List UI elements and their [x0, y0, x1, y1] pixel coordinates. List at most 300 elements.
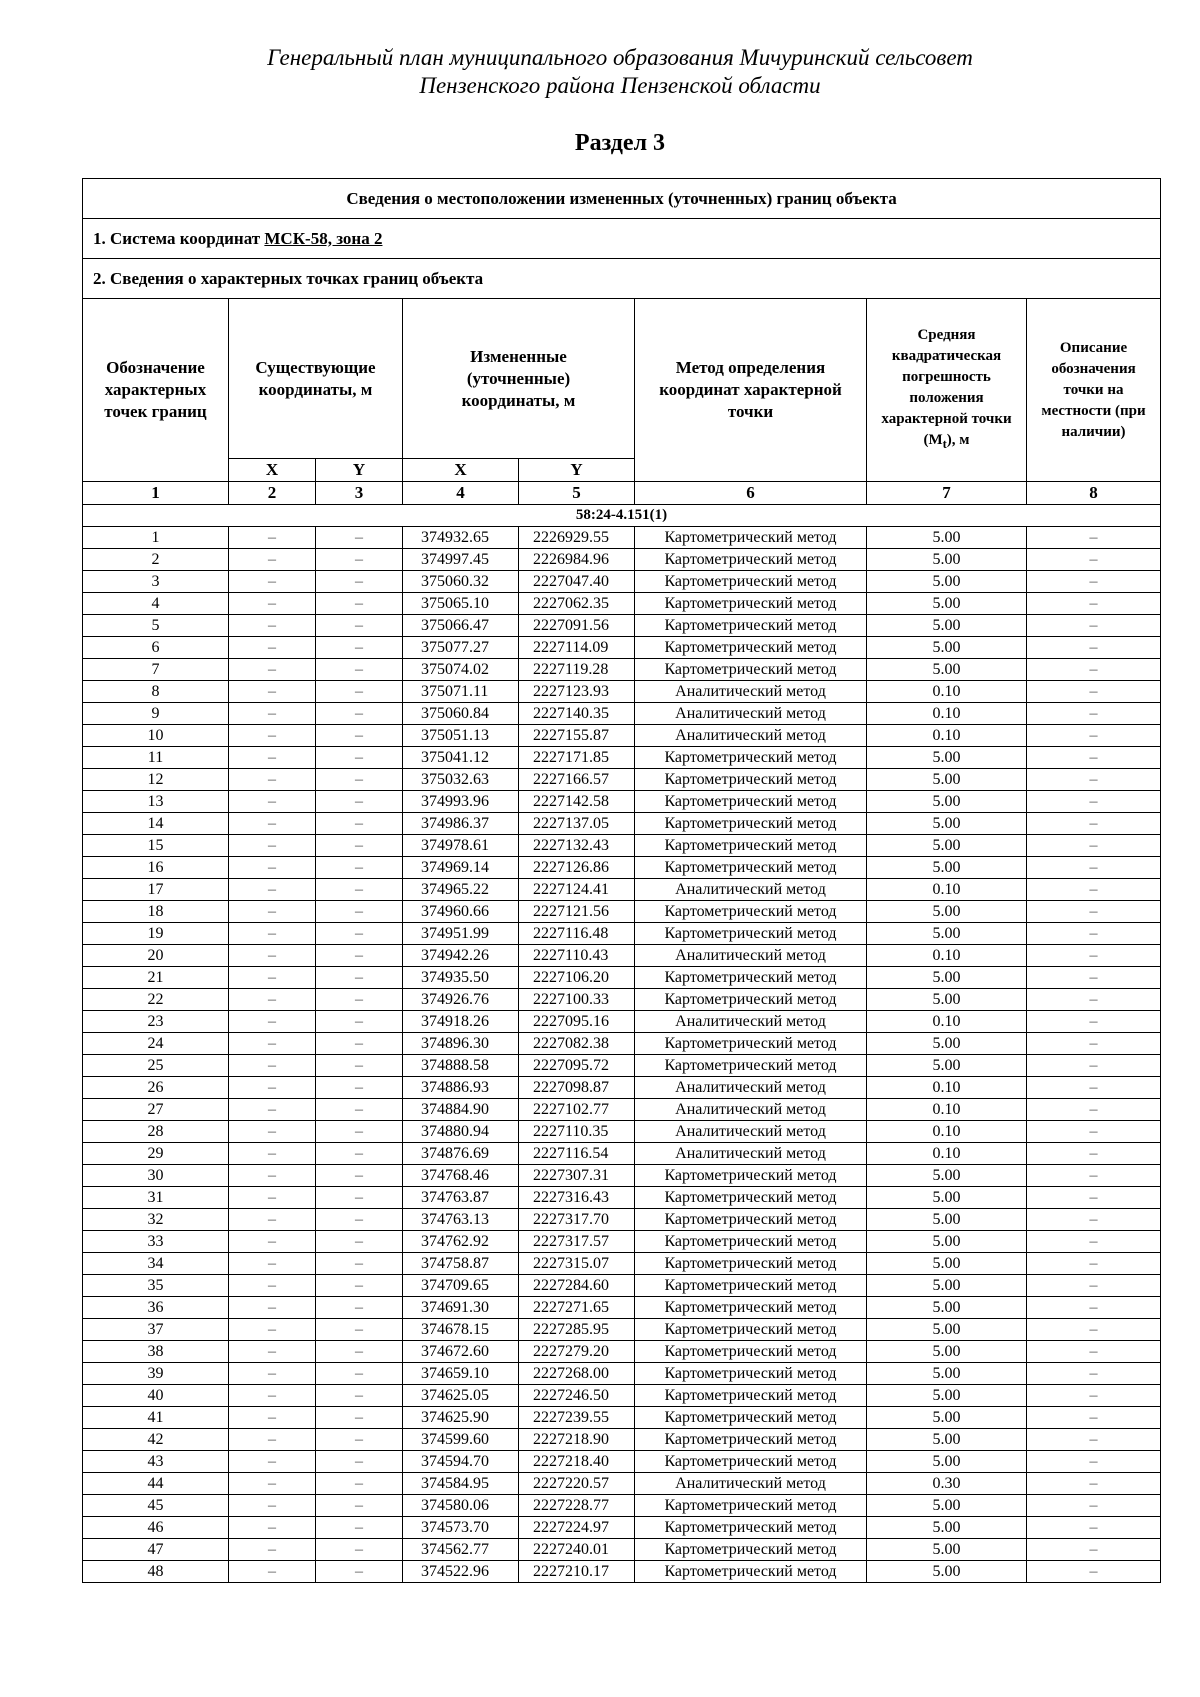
- table-row: [83, 945, 1161, 967]
- changed-x: 374763.87: [403, 1187, 519, 1209]
- changed-y: 2227095.16: [519, 1011, 635, 1033]
- error-value: 0.10: [867, 945, 1027, 967]
- existing-x: –: [229, 967, 316, 989]
- description: –: [1027, 967, 1161, 989]
- method: Картометрический метод: [635, 1385, 867, 1407]
- column-number: 2: [229, 482, 316, 505]
- column-number: 4: [403, 482, 519, 505]
- table-row: [83, 1231, 1161, 1253]
- table-row: [83, 1429, 1161, 1451]
- method: Картометрический метод: [635, 527, 867, 549]
- changed-y: 2227317.70: [519, 1209, 635, 1231]
- column-number: 7: [867, 482, 1027, 505]
- table-row: [83, 681, 1161, 703]
- error-value: 5.00: [867, 1253, 1027, 1275]
- changed-x: 374625.90: [403, 1407, 519, 1429]
- changed-y: 2227114.09: [519, 637, 635, 659]
- method: Картометрический метод: [635, 1561, 867, 1583]
- changed-x: 375074.02: [403, 659, 519, 681]
- description: –: [1027, 1165, 1161, 1187]
- description: –: [1027, 989, 1161, 1011]
- existing-x: –: [229, 1231, 316, 1253]
- description: –: [1027, 659, 1161, 681]
- error-value: 5.00: [867, 813, 1027, 835]
- error-value: 5.00: [867, 1055, 1027, 1077]
- point-number: 31: [83, 1187, 229, 1209]
- header-error-sub: t: [942, 437, 947, 451]
- method: Картометрический метод: [635, 989, 867, 1011]
- changed-y: 2227279.20: [519, 1341, 635, 1363]
- existing-x: –: [229, 1495, 316, 1517]
- existing-y: –: [316, 989, 403, 1011]
- method: Картометрический метод: [635, 1539, 867, 1561]
- point-number: 13: [83, 791, 229, 813]
- point-number: 11: [83, 747, 229, 769]
- existing-x: –: [229, 1451, 316, 1473]
- existing-y: –: [316, 901, 403, 923]
- changed-y: 2227132.43: [519, 835, 635, 857]
- error-value: 5.00: [867, 1451, 1027, 1473]
- point-number: 17: [83, 879, 229, 901]
- description: –: [1027, 945, 1161, 967]
- changed-y: 2227126.86: [519, 857, 635, 879]
- error-value: 5.00: [867, 769, 1027, 791]
- method: Аналитический метод: [635, 1099, 867, 1121]
- changed-y: 2227100.33: [519, 989, 635, 1011]
- description: –: [1027, 1121, 1161, 1143]
- changed-y: 2226984.96: [519, 549, 635, 571]
- description: –: [1027, 1407, 1161, 1429]
- description: –: [1027, 527, 1161, 549]
- method: Картометрический метод: [635, 901, 867, 923]
- changed-y: 2227210.17: [519, 1561, 635, 1583]
- existing-x: –: [229, 813, 316, 835]
- point-number: 40: [83, 1385, 229, 1407]
- changed-y: 2227246.50: [519, 1385, 635, 1407]
- point-number: 26: [83, 1077, 229, 1099]
- table-row: [83, 1143, 1161, 1165]
- error-value: 5.00: [867, 615, 1027, 637]
- table-row: [83, 1451, 1161, 1473]
- column-number: 1: [83, 482, 229, 505]
- existing-y: –: [316, 725, 403, 747]
- existing-x: –: [229, 593, 316, 615]
- existing-y: –: [316, 1187, 403, 1209]
- description: –: [1027, 1363, 1161, 1385]
- column-number: 6: [635, 482, 867, 505]
- description: –: [1027, 1473, 1161, 1495]
- method: Картометрический метод: [635, 1407, 867, 1429]
- changed-x: 374986.37: [403, 813, 519, 835]
- description: –: [1027, 1275, 1161, 1297]
- table-row: [83, 879, 1161, 901]
- error-value: 0.10: [867, 725, 1027, 747]
- changed-y: 2227142.58: [519, 791, 635, 813]
- coord-system-value: МСК-58, зона 2: [264, 228, 383, 248]
- existing-x: –: [229, 1517, 316, 1539]
- changed-x: 374978.61: [403, 835, 519, 857]
- changed-y: 2227137.05: [519, 813, 635, 835]
- existing-x: –: [229, 703, 316, 725]
- changed-x: 374672.60: [403, 1341, 519, 1363]
- header-changed-y: Y: [519, 459, 635, 482]
- method: Аналитический метод: [635, 1011, 867, 1033]
- point-number: 36: [83, 1297, 229, 1319]
- existing-x: –: [229, 945, 316, 967]
- existing-x: –: [229, 1011, 316, 1033]
- method: Картометрический метод: [635, 813, 867, 835]
- changed-x: 374918.26: [403, 1011, 519, 1033]
- existing-x: –: [229, 989, 316, 1011]
- changed-y: 2227271.65: [519, 1297, 635, 1319]
- table-row: [83, 1407, 1161, 1429]
- error-value: 5.00: [867, 1429, 1027, 1451]
- changed-x: 375065.10: [403, 593, 519, 615]
- table-row: [83, 549, 1161, 571]
- existing-y: –: [316, 1451, 403, 1473]
- point-number: 7: [83, 659, 229, 681]
- table-row: [83, 571, 1161, 593]
- existing-x: –: [229, 747, 316, 769]
- point-number: 30: [83, 1165, 229, 1187]
- error-value: 5.00: [867, 1033, 1027, 1055]
- point-number: 19: [83, 923, 229, 945]
- table-row: [83, 1099, 1161, 1121]
- changed-x: 374969.14: [403, 857, 519, 879]
- coord-system-label: 1. Система координат: [93, 228, 265, 248]
- changed-x: 374768.46: [403, 1165, 519, 1187]
- existing-x: –: [229, 901, 316, 923]
- point-number: 37: [83, 1319, 229, 1341]
- changed-y: 2227218.40: [519, 1451, 635, 1473]
- changed-x: 374965.22: [403, 879, 519, 901]
- header-changed: Измененные (уточненные) координаты, м: [403, 299, 635, 459]
- table-row: [83, 1275, 1161, 1297]
- existing-x: –: [229, 1363, 316, 1385]
- error-value: 5.00: [867, 835, 1027, 857]
- error-value: 5.00: [867, 1319, 1027, 1341]
- changed-y: 2227155.87: [519, 725, 635, 747]
- changed-x: 374599.60: [403, 1429, 519, 1451]
- method: Аналитический метод: [635, 879, 867, 901]
- changed-y: 2227124.41: [519, 879, 635, 901]
- existing-y: –: [316, 681, 403, 703]
- point-number: 39: [83, 1363, 229, 1385]
- error-value: 5.00: [867, 1407, 1027, 1429]
- header-changed-x: X: [403, 459, 519, 482]
- error-value: 5.00: [867, 857, 1027, 879]
- error-value: 5.00: [867, 747, 1027, 769]
- changed-y: 2227317.57: [519, 1231, 635, 1253]
- existing-y: –: [316, 1121, 403, 1143]
- changed-x: 374951.99: [403, 923, 519, 945]
- changed-y: 2227268.00: [519, 1363, 635, 1385]
- description: –: [1027, 1297, 1161, 1319]
- changed-x: 375066.47: [403, 615, 519, 637]
- description: –: [1027, 1231, 1161, 1253]
- existing-x: –: [229, 527, 316, 549]
- changed-y: 2227047.40: [519, 571, 635, 593]
- changed-x: 374562.77: [403, 1539, 519, 1561]
- existing-x: –: [229, 1319, 316, 1341]
- point-number: 35: [83, 1275, 229, 1297]
- existing-y: –: [316, 1363, 403, 1385]
- point-number: 3: [83, 571, 229, 593]
- description: –: [1027, 703, 1161, 725]
- changed-x: 374691.30: [403, 1297, 519, 1319]
- existing-y: –: [316, 1165, 403, 1187]
- existing-y: –: [316, 1517, 403, 1539]
- description: –: [1027, 901, 1161, 923]
- table-row: [83, 615, 1161, 637]
- changed-y: 2227110.43: [519, 945, 635, 967]
- method: Картометрический метод: [635, 1033, 867, 1055]
- existing-x: –: [229, 659, 316, 681]
- existing-y: –: [316, 1253, 403, 1275]
- point-number: 1: [83, 527, 229, 549]
- method: Аналитический метод: [635, 1143, 867, 1165]
- existing-x: –: [229, 835, 316, 857]
- method: Картометрический метод: [635, 857, 867, 879]
- existing-x: –: [229, 1429, 316, 1451]
- description: –: [1027, 1561, 1161, 1583]
- header-existing-y: Y: [316, 459, 403, 482]
- method: Картометрический метод: [635, 1341, 867, 1363]
- table-row: [83, 1363, 1161, 1385]
- existing-y: –: [316, 1099, 403, 1121]
- changed-x: 374942.26: [403, 945, 519, 967]
- existing-x: –: [229, 1407, 316, 1429]
- description: –: [1027, 1011, 1161, 1033]
- table-row: [83, 967, 1161, 989]
- changed-y: 2227316.43: [519, 1187, 635, 1209]
- changed-y: 2227095.72: [519, 1055, 635, 1077]
- existing-y: –: [316, 1297, 403, 1319]
- changed-x: 375051.13: [403, 725, 519, 747]
- existing-y: –: [316, 1011, 403, 1033]
- description: –: [1027, 637, 1161, 659]
- table-row: [83, 923, 1161, 945]
- changed-x: 374709.65: [403, 1275, 519, 1297]
- table-row: [83, 1297, 1161, 1319]
- error-value: 0.10: [867, 1121, 1027, 1143]
- table-row: [83, 593, 1161, 615]
- point-number: 25: [83, 1055, 229, 1077]
- changed-x: 374932.65: [403, 527, 519, 549]
- existing-y: –: [316, 1077, 403, 1099]
- changed-x: 374876.69: [403, 1143, 519, 1165]
- point-number: 42: [83, 1429, 229, 1451]
- point-number: 46: [83, 1517, 229, 1539]
- table-row: [83, 791, 1161, 813]
- table-row: [83, 1341, 1161, 1363]
- existing-y: –: [316, 1055, 403, 1077]
- description: –: [1027, 1055, 1161, 1077]
- existing-x: –: [229, 1473, 316, 1495]
- description: –: [1027, 1253, 1161, 1275]
- error-value: 5.00: [867, 791, 1027, 813]
- existing-y: –: [316, 1319, 403, 1341]
- changed-x: 375071.11: [403, 681, 519, 703]
- existing-y: –: [316, 923, 403, 945]
- point-number: 14: [83, 813, 229, 835]
- section-title: Раздел 3: [574, 130, 666, 156]
- description: –: [1027, 681, 1161, 703]
- existing-x: –: [229, 1165, 316, 1187]
- error-value: 5.00: [867, 659, 1027, 681]
- existing-y: –: [316, 527, 403, 549]
- existing-x: –: [229, 1297, 316, 1319]
- existing-x: –: [229, 1209, 316, 1231]
- error-value: 5.00: [867, 1517, 1027, 1539]
- changed-x: 375032.63: [403, 769, 519, 791]
- existing-y: –: [316, 1495, 403, 1517]
- method: Картометрический метод: [635, 1297, 867, 1319]
- point-number: 2: [83, 549, 229, 571]
- point-number: 38: [83, 1341, 229, 1363]
- changed-x: 374678.15: [403, 1319, 519, 1341]
- existing-y: –: [316, 857, 403, 879]
- existing-y: –: [316, 615, 403, 637]
- method: Аналитический метод: [635, 1121, 867, 1143]
- table-banner: Сведения о местоположении измененных (уточненных) границ объекта: [83, 179, 1161, 219]
- point-number: 47: [83, 1539, 229, 1561]
- point-number: 32: [83, 1209, 229, 1231]
- table-row: [83, 1187, 1161, 1209]
- description: –: [1027, 1385, 1161, 1407]
- description: –: [1027, 1341, 1161, 1363]
- point-number: 10: [83, 725, 229, 747]
- error-value: 0.10: [867, 703, 1027, 725]
- method: Аналитический метод: [635, 703, 867, 725]
- error-value: 5.00: [867, 1297, 1027, 1319]
- existing-y: –: [316, 945, 403, 967]
- header-error-suffix: ), м: [946, 432, 970, 448]
- changed-y: 2227224.97: [519, 1517, 635, 1539]
- existing-y: –: [316, 593, 403, 615]
- description: –: [1027, 879, 1161, 901]
- error-value: 5.00: [867, 1385, 1027, 1407]
- changed-y: 2227285.95: [519, 1319, 635, 1341]
- changed-y: 2227218.90: [519, 1429, 635, 1451]
- existing-x: –: [229, 1385, 316, 1407]
- changed-x: 374935.50: [403, 967, 519, 989]
- existing-x: –: [229, 1187, 316, 1209]
- point-number: 28: [83, 1121, 229, 1143]
- table-row: [83, 703, 1161, 725]
- description: –: [1027, 1451, 1161, 1473]
- changed-y: 2227116.48: [519, 923, 635, 945]
- error-value: 5.00: [867, 593, 1027, 615]
- table-row: [83, 1209, 1161, 1231]
- error-value: 5.00: [867, 1187, 1027, 1209]
- table-row: [83, 857, 1161, 879]
- error-value: 5.00: [867, 1561, 1027, 1583]
- method: Картометрический метод: [635, 1253, 867, 1275]
- description: –: [1027, 1429, 1161, 1451]
- changed-y: 2227091.56: [519, 615, 635, 637]
- changed-y: 2227102.77: [519, 1099, 635, 1121]
- coord-system-info: [83, 219, 1161, 259]
- existing-y: –: [316, 813, 403, 835]
- existing-x: –: [229, 1055, 316, 1077]
- method: Картометрический метод: [635, 791, 867, 813]
- description: –: [1027, 593, 1161, 615]
- error-value: 5.00: [867, 967, 1027, 989]
- boundary-points-table: [82, 178, 1161, 1583]
- existing-x: –: [229, 1077, 316, 1099]
- error-value: 0.30: [867, 1473, 1027, 1495]
- table-row: [83, 1561, 1161, 1583]
- description: –: [1027, 813, 1161, 835]
- method: Картометрический метод: [635, 1429, 867, 1451]
- point-number: 15: [83, 835, 229, 857]
- changed-x: 374926.76: [403, 989, 519, 1011]
- changed-x: 374880.94: [403, 1121, 519, 1143]
- changed-x: 374993.96: [403, 791, 519, 813]
- error-value: 0.10: [867, 681, 1027, 703]
- existing-y: –: [316, 967, 403, 989]
- table-row: [83, 1385, 1161, 1407]
- changed-y: 2227082.38: [519, 1033, 635, 1055]
- point-number: 18: [83, 901, 229, 923]
- changed-y: 2227171.85: [519, 747, 635, 769]
- error-value: 5.00: [867, 1341, 1027, 1363]
- existing-y: –: [316, 1473, 403, 1495]
- changed-x: 374763.13: [403, 1209, 519, 1231]
- existing-x: –: [229, 549, 316, 571]
- error-value: 5.00: [867, 527, 1027, 549]
- changed-x: 374960.66: [403, 901, 519, 923]
- table-row: [83, 769, 1161, 791]
- table-row: [83, 989, 1161, 1011]
- error-value: 5.00: [867, 901, 1027, 923]
- existing-x: –: [229, 1539, 316, 1561]
- method: Картометрический метод: [635, 1187, 867, 1209]
- changed-y: 2227121.56: [519, 901, 635, 923]
- description: –: [1027, 1209, 1161, 1231]
- existing-x: –: [229, 1275, 316, 1297]
- existing-y: –: [316, 659, 403, 681]
- method: Картометрический метод: [635, 1209, 867, 1231]
- existing-y: –: [316, 1341, 403, 1363]
- changed-y: 2227307.31: [519, 1165, 635, 1187]
- description: –: [1027, 1517, 1161, 1539]
- changed-y: 2227110.35: [519, 1121, 635, 1143]
- point-number: 48: [83, 1561, 229, 1583]
- table-row: [83, 1077, 1161, 1099]
- changed-y: 2227123.93: [519, 681, 635, 703]
- changed-y: 2227098.87: [519, 1077, 635, 1099]
- changed-y: 2227166.57: [519, 769, 635, 791]
- method: Картометрический метод: [635, 1451, 867, 1473]
- error-value: 5.00: [867, 1275, 1027, 1297]
- existing-y: –: [316, 1385, 403, 1407]
- changed-y: 2227284.60: [519, 1275, 635, 1297]
- table-row: [83, 1517, 1161, 1539]
- existing-x: –: [229, 1121, 316, 1143]
- changed-x: 375041.12: [403, 747, 519, 769]
- changed-x: 374762.92: [403, 1231, 519, 1253]
- error-value: 5.00: [867, 989, 1027, 1011]
- table-row: [83, 637, 1161, 659]
- description: –: [1027, 923, 1161, 945]
- method: Картометрический метод: [635, 1055, 867, 1077]
- point-number: 33: [83, 1231, 229, 1253]
- table-row: [83, 1165, 1161, 1187]
- existing-x: –: [229, 769, 316, 791]
- existing-y: –: [316, 549, 403, 571]
